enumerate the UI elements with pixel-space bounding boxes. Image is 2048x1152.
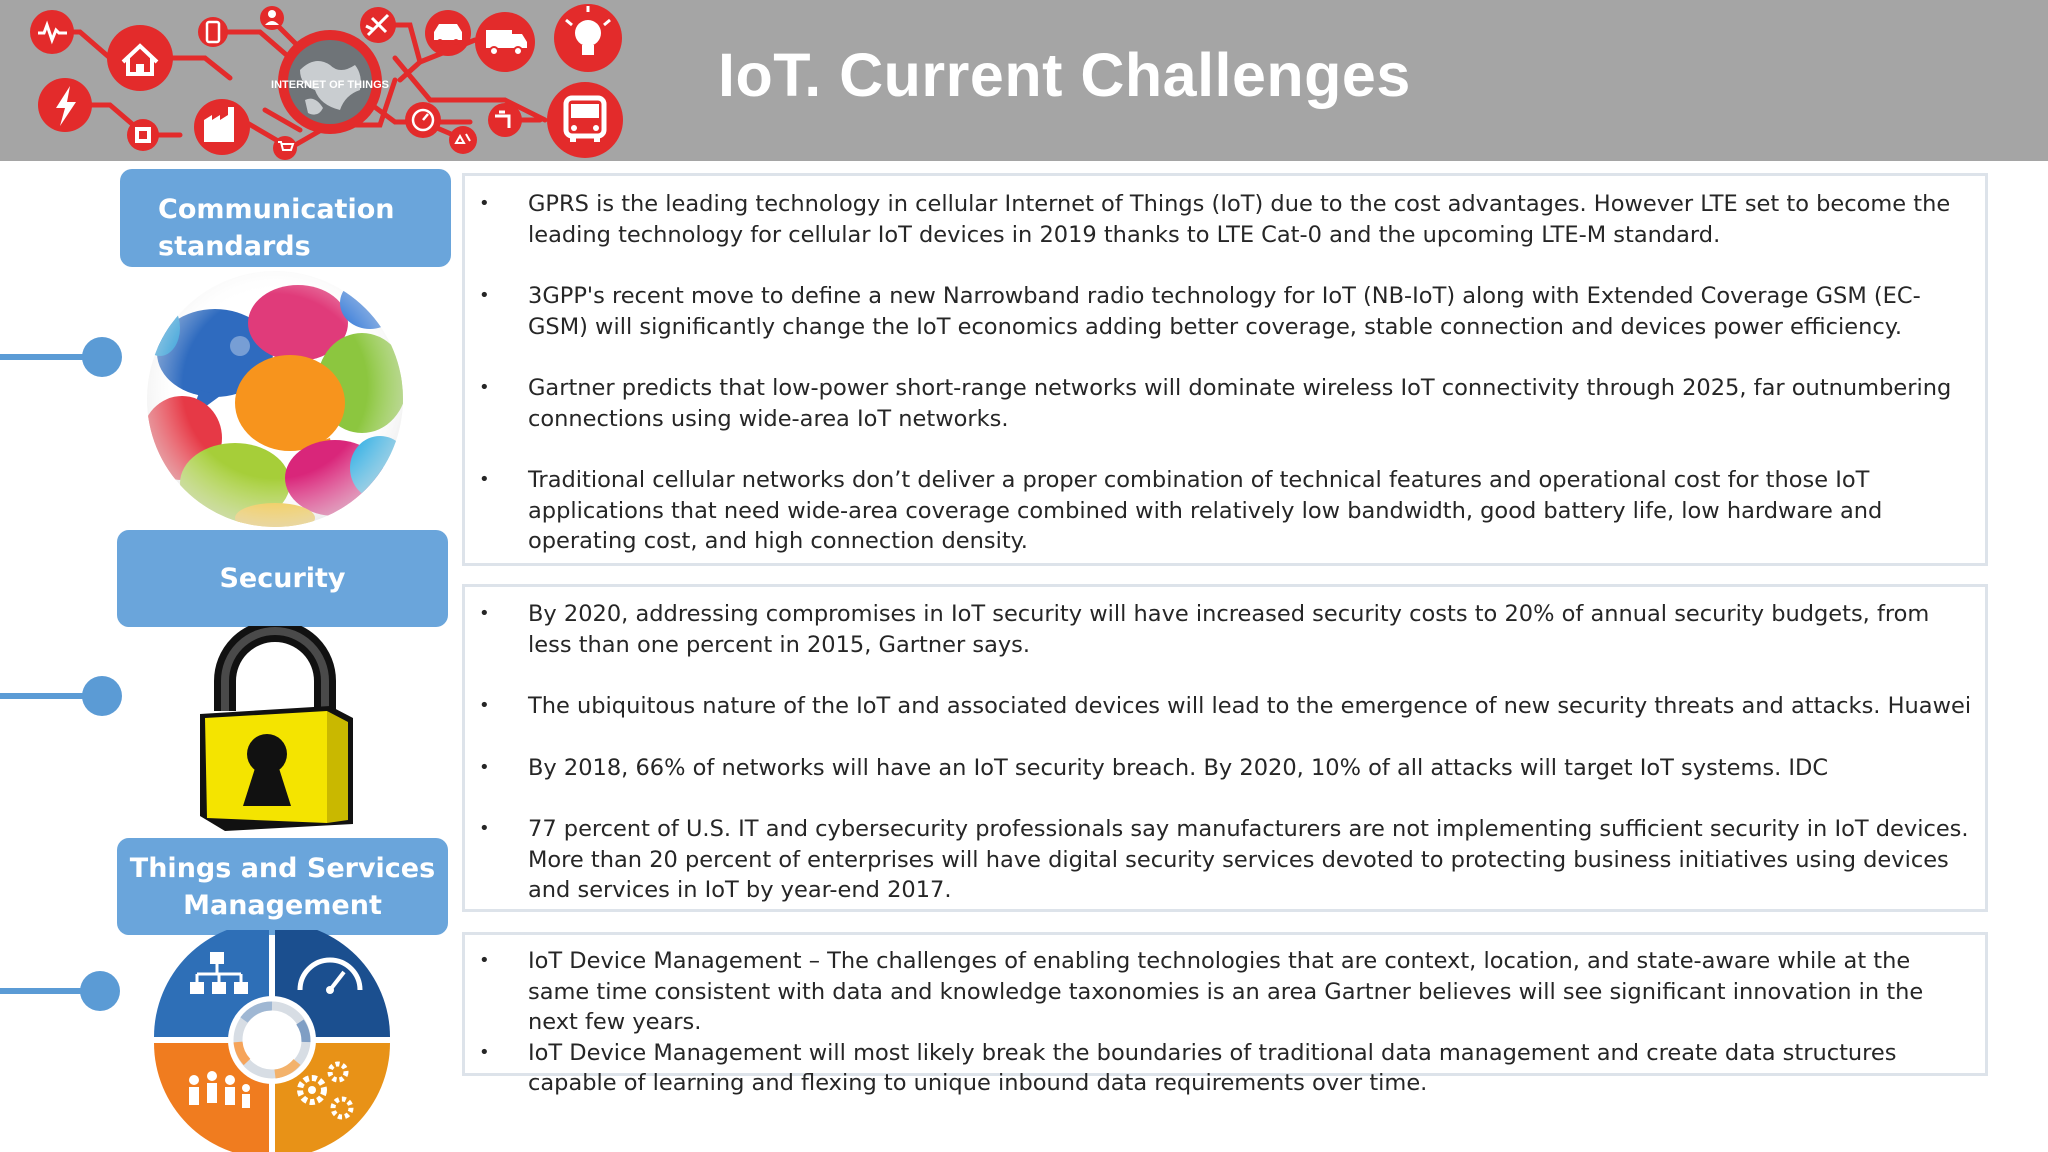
list-item xyxy=(465,281,1977,342)
list-item xyxy=(465,373,1977,434)
bullet-text: By 2020, addressing compromises in IoT security will have increased security costs to 20% of annual security budgets, from less than one percent in 2015, Gartner says. xyxy=(528,601,1930,658)
padlock-icon xyxy=(195,626,355,831)
list-item xyxy=(465,189,1977,250)
bullet-text: 77 percent of U.S. IT and cybersecurity professionals say manufacturers are not implementing sufficient security in IoT devices. More than 20 percent of enterprises will have digital security services devoted to protecting business initiatives using devices and services in IoT by year-end 2017. xyxy=(528,816,1969,903)
connector-dot xyxy=(82,676,122,716)
category-label-communication xyxy=(120,169,451,267)
cart-icon xyxy=(273,136,297,160)
list-item xyxy=(465,1038,1977,1099)
globe-icon xyxy=(271,30,389,134)
management-quadrant-icon xyxy=(152,930,392,1152)
category-label-line: Security xyxy=(219,563,346,594)
home-icon xyxy=(107,25,173,91)
factory-icon xyxy=(194,99,250,155)
gauge-icon xyxy=(405,102,441,138)
iot-icons-collage xyxy=(0,0,640,161)
plane-icon xyxy=(360,7,396,43)
connector-dot xyxy=(80,971,120,1011)
category-label-line: Communication xyxy=(158,194,395,225)
bullet-text: Traditional cellular networks don’t deliver a proper combination of technical features and operational cost for those IoT applications that need wide-area coverage combined with relatively low bandwidth, good battery life, low hardware and operating cost, and high connection density. xyxy=(528,467,1883,554)
bullet-list-communication xyxy=(465,189,1977,557)
globe-text: INTERNET OF THINGS xyxy=(271,79,389,91)
list-item xyxy=(465,946,1977,1038)
bullet-icon: • xyxy=(479,695,490,716)
bullet-icon: • xyxy=(479,756,490,778)
light-bulb-icon xyxy=(554,4,622,72)
category-label-security xyxy=(117,530,448,627)
category-label-management xyxy=(117,838,448,935)
list-item xyxy=(465,814,1977,906)
connector-line xyxy=(0,693,90,699)
bullet-icon: • xyxy=(479,603,490,624)
connector-line xyxy=(0,988,90,994)
bullet-icon: • xyxy=(479,818,490,839)
faucet-icon xyxy=(488,103,522,137)
connector-dot xyxy=(82,337,122,377)
content-box-management xyxy=(462,932,1988,1096)
category-label-line: standards xyxy=(158,231,311,262)
bullet-icon: • xyxy=(479,193,490,214)
bullet-icon: • xyxy=(479,377,490,398)
header-banner xyxy=(0,0,2048,161)
bullet-text: Gartner predicts that low-power short-range networks will dominate wireless IoT connectivity through 2025, far outnumbering connections using wide-area IoT networks. xyxy=(528,375,1952,432)
connector-line xyxy=(0,354,90,360)
heartbeat-icon xyxy=(30,10,74,54)
bullet-text: By 2018, 66% of networks will have an IoT security breach. By 2020, 10% of all attacks will target IoT systems. IDC xyxy=(528,754,1829,781)
bullet-list-security xyxy=(465,599,1977,906)
bullet-icon: • xyxy=(479,950,490,971)
bullet-icon: • xyxy=(479,285,490,306)
content-box-security xyxy=(462,584,1988,912)
category-label-line: Management xyxy=(183,889,382,921)
list-item xyxy=(465,465,1977,557)
bullet-text: 3GPP's recent move to define a new Narrowband radio technology for IoT (NB-IoT) along with Extended Coverage GSM (EC-GSM) will significantly change the IoT economics adding better coverage, stable connection and devices power efficiency. xyxy=(528,283,1921,340)
category-label-line: Things and Services xyxy=(129,852,436,884)
bullet-list-management xyxy=(465,946,1977,1099)
lightning-icon xyxy=(38,78,92,132)
phone-icon xyxy=(198,17,228,47)
speech-bubbles-sphere-icon xyxy=(140,268,410,530)
page-title: IoT. Current Challenges xyxy=(718,41,1411,109)
bullet-icon: • xyxy=(479,1041,490,1063)
bus-icon xyxy=(547,82,623,158)
list-item xyxy=(465,753,1977,784)
content-box-communication xyxy=(462,173,1988,566)
recycle-icon xyxy=(449,126,477,154)
bullet-icon: • xyxy=(479,469,490,490)
chip-icon xyxy=(127,119,159,151)
bullet-text: IoT Device Management – The challenges of enabling technologies that are context, location, and state-aware while at the same time consistent with data and knowledge taxonomies is an area Gartner believes will see significant innovation in the next few years. xyxy=(528,948,1924,1035)
list-item xyxy=(465,691,1977,722)
person-icon xyxy=(260,6,284,30)
bullet-text: GPRS is the leading technology in cellular Internet of Things (IoT) due to the cost advantages. However LTE set to become the leading technology for cellular IoT devices in 2019 thanks to LTE Cat-0 and the upcoming LTE-M standard. xyxy=(528,191,1951,248)
bullet-text: IoT Device Management will most likely break the boundaries of traditional data management and create data structures capable of learning and flexing to unique inbound data requirements over time. xyxy=(528,1039,1897,1096)
car-icon xyxy=(425,10,471,56)
bullet-text: The ubiquitous nature of the IoT and associated devices will lead to the emergence of new security threats and attacks. Huawei xyxy=(528,693,1972,719)
truck-icon xyxy=(475,12,535,72)
list-item xyxy=(465,599,1977,660)
